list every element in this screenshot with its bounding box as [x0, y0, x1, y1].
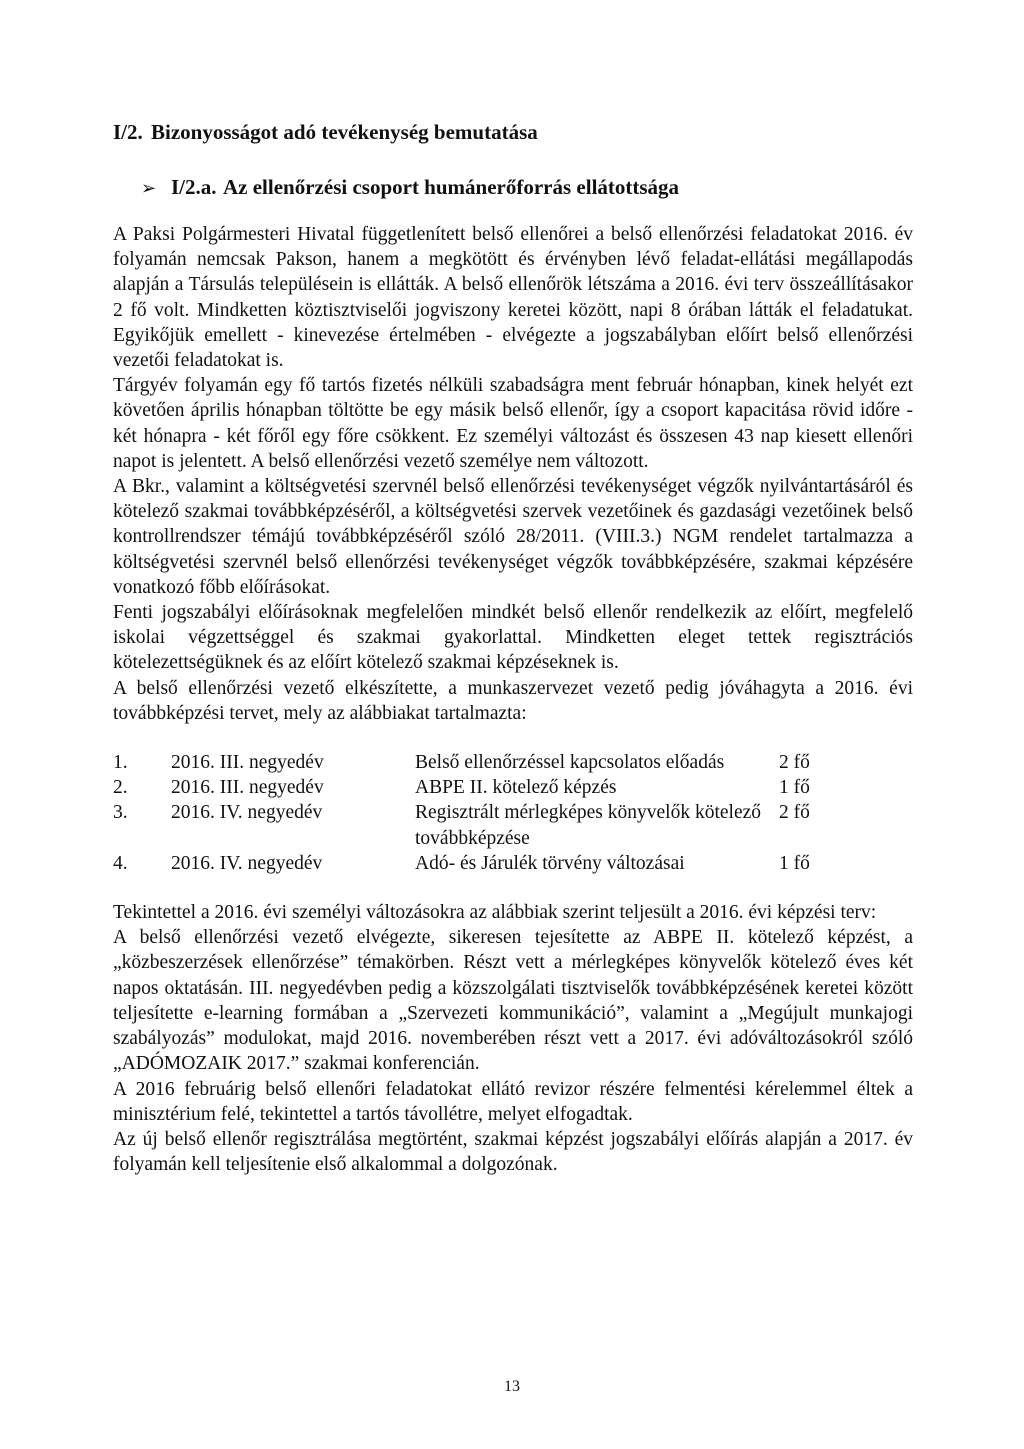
- item-number: 2.: [113, 777, 128, 799]
- item-topic: Regisztrált mérlegképes könyvelők kötelező továbbképzése: [415, 802, 762, 849]
- item-count: 2 fő: [779, 802, 810, 824]
- paragraph: A 2016 februárig belső ellenőri feladatokat ellátó revizor részére felmentési kérelemmel éltek a minisztérium felé, tekintettel a tartós távollétre, melyet elfogadtak.: [113, 1078, 913, 1125]
- item-count: 1 fő: [779, 852, 810, 874]
- subsection-number: I/2.a.: [171, 175, 217, 199]
- section-title: Bizonyosságot adó tevékenység bemutatása: [151, 120, 538, 144]
- section-number: I/2.: [113, 120, 143, 144]
- list-item: [113, 775, 913, 800]
- paragraph: A Bkr., valamint a költségvetési szervnél belső ellenőrzési tevékenységet végzők nyilvántartásáról és kötelező szakmai továbbképzéséről, a költségvetési szervek vezetőinek és gazdasági vezetőinek belső kontrollrendszer témájú továbbképzéséről szóló 28/2011. (VIII.3.) NGM rendelet tartalmazza a költségvetési szervnél belső ellenőrzési tevékenységet végzők továbbképzésére, szakmai képzésére vonatkozó főbb előírásokat.: [113, 476, 913, 598]
- item-count: 1 fő: [779, 777, 810, 799]
- item-period: 2016. IV. negyedév: [171, 852, 323, 874]
- paragraph: Tárgyév folyamán egy fő tartós fizetés nélküli szabadságra ment február hónapban, kinek helyét ezt követően április hónapban töltötte be egy másik belső ellenőr, így a csoport kapacitása rövid időre - két hónapra - két főről egy főre csökkent. Ez személyi változást és összesen 43 nap kiesett ellenőri napot is jelentett. A belső ellenőrzési vezető személye nem változott.: [113, 375, 913, 472]
- paragraph: A Paksi Polgármesteri Hivatal függetlenített belső ellenőrei a belső ellenőrzési feladatokat 2016. év folyamán nemcsak Pakson, hanem a megkötött és érvényben lévő feladat-ellátási megállapodás alapján a Társulás településein is ellátták. A belső ellenőrök létszáma a 2016. évi terv összeállításakor 2 fő volt. Mindketten köztisztviselői jogviszony keretei között, napi 8 órában látták el feladatukat. Egyikőjük emellett - kinevezése értelmében - elvégezte a jogszabályban előírt belső ellenőrzési vezetői feladatokat is.: [113, 224, 913, 372]
- item-topic: Belső ellenőrzéssel kapcsolatos előadás: [415, 752, 725, 774]
- item-count: 2 fő: [779, 752, 810, 774]
- paragraph: Tekintettel a 2016. évi személyi változásokra az alábbiak szerint teljesült a 2016. évi képzési terv:: [113, 902, 877, 924]
- item-number: 1.: [113, 752, 128, 774]
- paragraph: Az új belső ellenőr regisztrálása megtörtént, szakmai képzést jogszabályi előírás alapján a 2017. év folyamán kell teljesítenie első alkalommal a dolgozónak.: [113, 1128, 913, 1176]
- page-number: 13: [504, 1378, 520, 1395]
- paragraph: A belső ellenőrzési vezető elvégezte, sikeresen tejesítette az ABPE II. kötelező képzést, a „közbeszerzések ellenőrzése” témakörben. Részt vett a mérlegképes könyvelők kötelező éves két napos oktatásán. III. negyedévben pedig a közszolgálati tisztviselők továbbképzésének keretei között teljesítette e-learning formában a „Szervezeti kommunikáció”, valamint a „Megújult munkajogi szabályozás” modulokat, majd 2016. novemberében részt vett a 2017. évi adóváltozásokról szóló „ADÓMOZAIK 2017.” szakmai konferencián.: [113, 927, 913, 1075]
- document-page: [113, 120, 913, 1177]
- item-topic: Adó- és Járulék törvény változásai: [415, 852, 685, 874]
- paragraph: Fenti jogszabályi előírásoknak megfelelően mindkét belső ellenőr rendelkezik az előírt, megfelelő iskolai végzettséggel és szakmai gyakorlattal. Mindketten eleget tettek regisztrációs kötelezettségüknek és az előírt kötelező szakmai képzéseknek is.: [113, 602, 913, 674]
- item-period: 2016. III. negyedév: [171, 777, 324, 799]
- item-period: 2016. III. negyedév: [171, 752, 324, 774]
- arrow-bullet-icon: ➢: [141, 178, 157, 198]
- paragraph: A belső ellenőrzési vezető elkészítette, a munkaszervezet vezető pedig jóváhagyta a 2016. évi továbbképzési tervet, mely az alábbiakat tartalmazta:: [113, 677, 913, 724]
- list-item: [113, 851, 913, 876]
- subsection-title: Az ellenőrzési csoport humánerőforrás ellátottsága: [223, 175, 680, 199]
- item-number: 3.: [113, 802, 128, 824]
- item-topic: ABPE II. kötelező képzés: [415, 777, 617, 799]
- list-item: [113, 750, 913, 775]
- training-plan-list: [113, 750, 913, 876]
- item-period: 2016. IV. negyedév: [171, 802, 323, 824]
- item-number: 4.: [113, 852, 128, 874]
- section-heading: [113, 120, 913, 145]
- subsection-heading: [141, 175, 913, 200]
- list-item: [113, 800, 913, 850]
